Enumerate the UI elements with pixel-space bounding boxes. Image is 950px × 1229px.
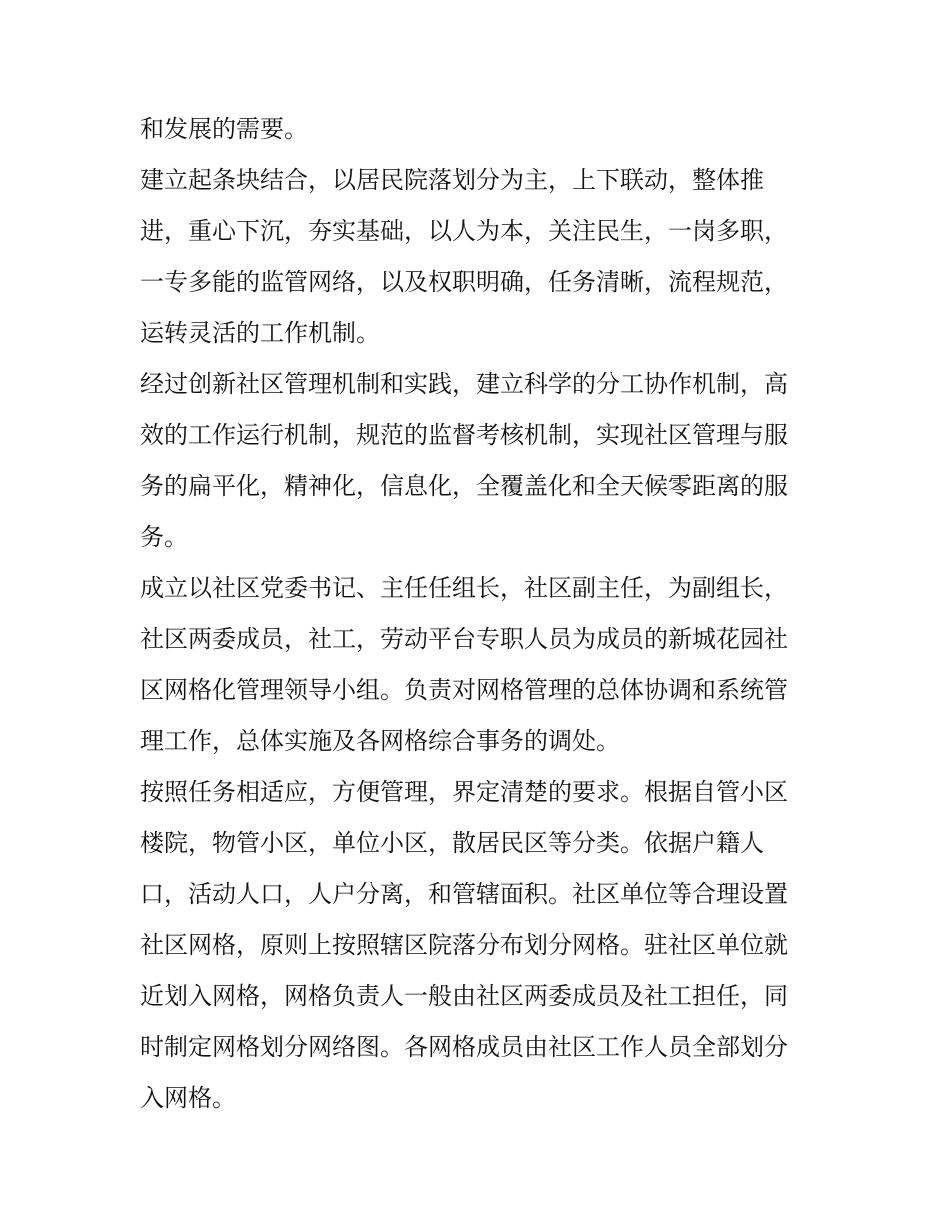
text-line: 按照任务相适应，方便管理，界定清楚的要求。根据自管小区: [140, 778, 788, 806]
text-line: 社区两委成员，社工，劳动平台专职人员为成员的新城花园社: [140, 625, 788, 653]
text-line: 理工作，总体实施及各网格综合事务的调处。: [140, 727, 620, 755]
text-line: 建立起条块结合，以居民院落划分为主，上下联动，整体推: [140, 166, 764, 194]
text-line: 时制定网格划分网络图。各网格成员由社区工作人员全部划分: [140, 1033, 788, 1061]
text-line: 运转灵活的工作机制。: [140, 319, 380, 347]
text-line: 和发展的需要。: [140, 115, 308, 143]
text-line: 近划入网格，网格负责人一般由社区两委成员及社工担任，同: [140, 982, 788, 1010]
text-line: 经过创新社区管理机制和实践，建立科学的分工协作机制，高: [140, 370, 788, 398]
text-line: 务。: [140, 523, 188, 551]
text-line: 区网格化管理领导小组。负责对网格管理的总体协调和系统管: [140, 676, 788, 704]
text-line: 楼院，物管小区，单位小区，散居民区等分类。依据户籍人: [140, 829, 764, 857]
text-line: 务的扁平化，精神化，信息化，全覆盖化和全天候零距离的服: [140, 472, 788, 500]
document-body: [140, 104, 820, 1124]
text-line: 进，重心下沉，夯实基础，以人为本，关注民生，一岗多职，: [140, 217, 788, 245]
text-line: 口，活动人口，人户分离，和管辖面积。社区单位等合理设置: [140, 880, 788, 908]
text-line: 入网格。: [140, 1084, 236, 1112]
text-line: 一专多能的监管网络，以及权职明确，任务清晰，流程规范，: [140, 268, 788, 296]
text-line: 社区网格，原则上按照辖区院落分布划分网格。驻社区单位就: [140, 931, 788, 959]
text-line: 效的工作运行机制，规范的监督考核机制，实现社区管理与服: [140, 421, 788, 449]
text-line: 成立以社区党委书记、主任任组长，社区副主任，为副组长，: [140, 574, 788, 602]
